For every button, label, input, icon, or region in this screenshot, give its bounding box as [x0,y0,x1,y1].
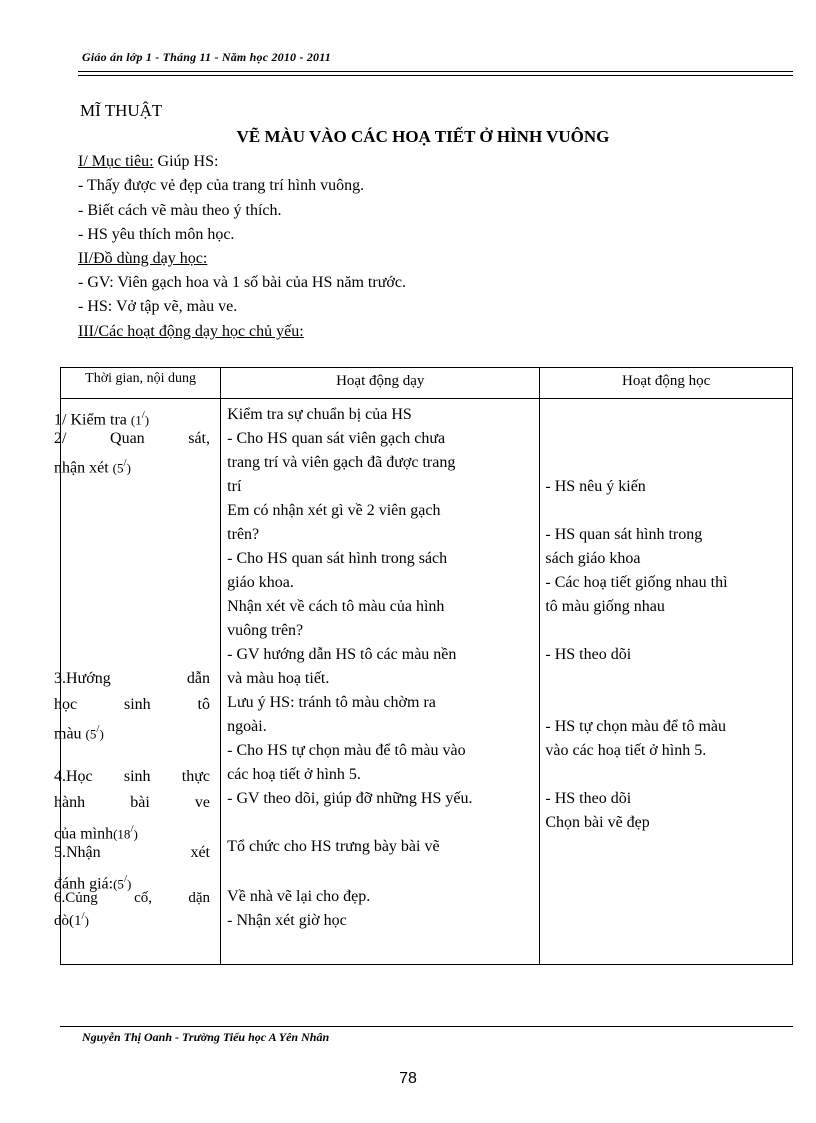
teach-line: trí [227,478,242,495]
objective-item: - Biết cách vẽ màu theo ý thích. [78,202,282,219]
step-practice-2: hành bài ve [54,794,210,811]
header-learning: Hoạt động học [540,368,793,399]
header-rule-2 [78,75,793,76]
teach-line: - Cho HS quan sát hình trong sách [227,550,448,567]
step-evaluate: 5.Nhận xét [54,844,210,861]
teach-line: trên? [227,526,260,543]
teach-line: giáo khoa. [227,574,294,591]
step-evaluate-2: đánh giá:(5/) [54,873,132,893]
step-wrapup: 6.Củng cố, dặn [54,890,210,906]
header-time-content: Thời gian, nội dung [61,368,221,399]
teach-line: Về nhà vẽ lại cho đẹp. [227,888,371,905]
material-item: - GV: Viên gạch hoa và 1 số bài của HS năm trước. [78,274,406,291]
header-rule [78,71,793,72]
material-item: - HS: Vở tập vẽ, màu ve. [78,298,238,315]
step-practice-3: của mình(18/) [54,823,138,843]
teach-line: trang trí và viên gạch đã được trang [227,454,456,471]
objective-item: - Thấy được vẻ đẹp của trang trí hình vuông. [78,177,365,194]
objectives-intro: Giúp HS: [153,153,219,170]
page-header: Giáo án lớp 1 - Tháng 11 - Năm học 2010 - 2011 [82,50,331,64]
step-observe: 2/ Quan sát, [54,430,210,447]
table-header-row [61,368,793,399]
learn-line: - HS quan sát hình trong [545,526,703,543]
learn-line: - HS tự chọn màu để tô màu [545,718,726,735]
learn-line: - HS theo dõi [545,790,632,807]
learning-cell [540,399,793,965]
teach-line: - GV hướng dẫn HS tô các màu nền [227,646,457,663]
teach-line: Kiểm tra sự chuẩn bị của HS [227,406,412,423]
teach-line: các hoạ tiết ở hình 5. [227,766,361,783]
teach-line: Tổ chức cho HS trưng bày bài vẽ [227,838,440,855]
learn-line: - HS theo dõi [545,646,632,663]
teaching-cell [221,399,540,965]
learn-line: tô màu giống nhau [545,598,665,615]
teach-line: và màu hoạ tiết. [227,670,330,687]
teach-line: Lưu ý HS: tránh tô màu chờm ra [227,694,436,711]
step-guide-3: màu (5/) [54,723,104,743]
teach-line: - Cho HS tự chọn màu để tô màu vào [227,742,466,759]
teach-line: vuông trên? [227,622,304,639]
step-guide: 3.Hướng dẫn [54,670,210,687]
teach-line: - Cho HS quan sát viên gạch chưa [227,430,446,447]
step-wrapup-2: dò(1/) [54,910,89,929]
objectives-line [78,153,218,171]
header-teaching: Hoạt động dạy [221,368,540,399]
objective-item: - HS yêu thích môn học. [78,226,235,243]
teach-line: - Nhận xét giờ học [227,912,347,929]
objectives-heading: I/ Mục tiêu: [78,153,154,170]
step-practice: 4.Học sinh thực [54,768,210,785]
time-content-cell [54,399,221,965]
teach-line: Em có nhận xét gì về 2 viên gạch [227,502,441,519]
subject-label: MĨ THUẬT [80,101,163,120]
activities-heading: III/Các hoạt động dạy học chủ yếu: [78,323,304,340]
learn-line: Chọn bài vẽ đẹp [545,814,650,831]
activities-table [54,367,793,965]
lesson-title: VẼ MÀU VÀO CÁC HOẠ TIẾT Ở HÌNH VUÔNG [236,127,610,146]
page-footer: Nguyễn Thị Oanh - Trường Tiểu học A Yên Nhân [82,1030,330,1044]
page-number: 78 [399,1070,417,1087]
materials-heading: II/Đồ dùng dạy học: [78,250,208,267]
learn-line: vào các hoạ tiết ở hình 5. [545,742,707,759]
table-row [61,399,793,965]
teach-line: Nhận xét về cách tô màu của hình [227,598,445,615]
teach-line: - GV theo dõi, giúp đỡ những HS yếu. [227,790,473,807]
learn-line: sách giáo khoa [545,550,641,567]
step-check: 1/ Kiểm tra (1/) [54,409,150,429]
learn-line: - HS nêu ý kiến [545,478,646,495]
learn-line: - Các hoạ tiết giống nhau thì [545,574,728,591]
teach-line: ngoài. [227,718,267,735]
step-guide-2: học sinh tô [54,696,210,713]
footer-rule [60,1026,793,1027]
step-observe-2: nhận xét (5/) [54,457,131,477]
